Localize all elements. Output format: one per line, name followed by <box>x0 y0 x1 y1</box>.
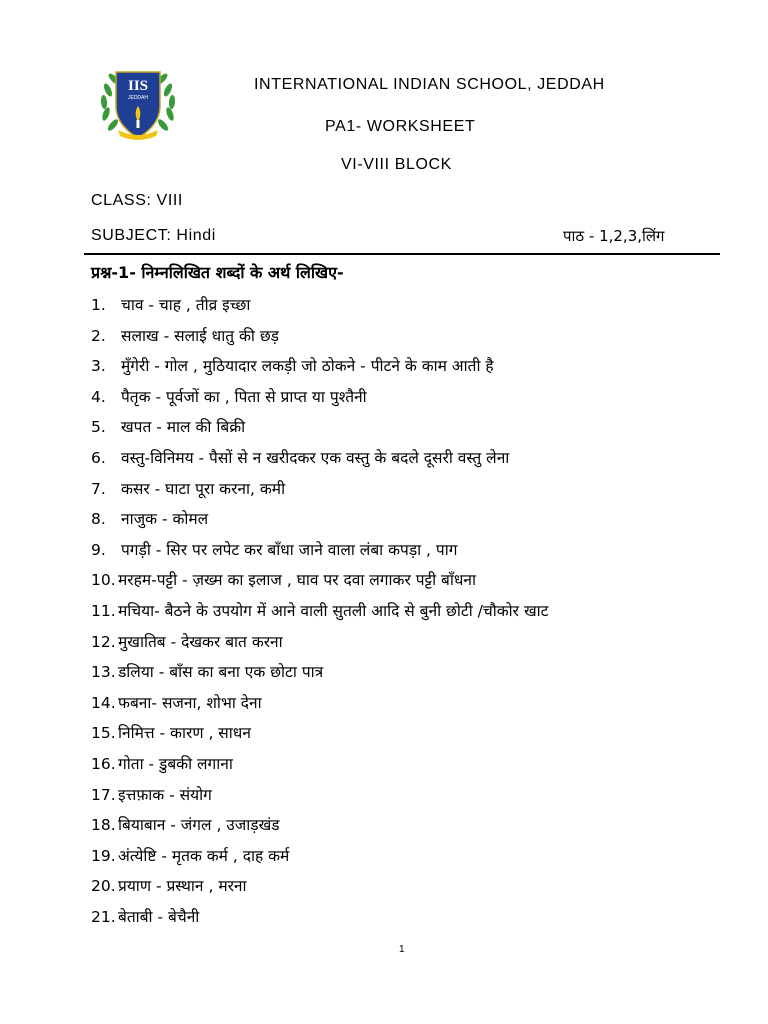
list-item <box>91 813 548 844</box>
item-text: पगड़ी - सिर पर लपेट कर बाँधा जाने वाला लंबा कपड़ा , पाग <box>121 540 458 559</box>
item-number: 18. <box>91 816 116 835</box>
item-number: 2. <box>91 326 106 345</box>
item-number: 19. <box>91 846 116 865</box>
item-text: वस्तु-विनिमय - पैसों से न खरीदकर एक वस्तु के बदले दूसरी वस्तु लेना <box>121 448 510 467</box>
list-item <box>91 446 548 477</box>
item-number: 1. <box>91 296 106 314</box>
item-text: इत्तफ़ाक - संयोग <box>118 785 212 804</box>
item-text: सलाख - सलाई धातु की छड़ <box>121 326 279 345</box>
list-item <box>91 752 548 783</box>
item-number: 14. <box>91 693 116 712</box>
item-text: मुखातिब - देखकर बात करना <box>118 632 283 651</box>
worksheet-title: PA1- WORKSHEET <box>325 118 476 135</box>
item-text: पैतृक - पूर्वजों का , पिता से प्राप्त या पुश्तैनी <box>121 387 367 406</box>
item-number: 9. <box>91 540 106 559</box>
school-name: INTERNATIONAL INDIAN SCHOOL, JEDDAH <box>254 76 605 93</box>
class-label: CLASS: VIII <box>91 192 183 209</box>
subject-label: SUBJECT: Hindi <box>91 227 216 244</box>
item-text: बियाबान - जंगल , उजाड़खंड <box>118 816 280 835</box>
item-text: फबना- सजना, शोभा देना <box>118 693 262 712</box>
item-number: 15. <box>91 724 116 743</box>
item-number: 12. <box>91 632 116 651</box>
list-item <box>91 415 548 446</box>
school-logo <box>96 60 180 144</box>
lesson-label: पाठ - 1,2,3,लिंग <box>563 227 665 245</box>
list-item <box>91 293 548 324</box>
item-number: 5. <box>91 418 106 437</box>
item-text: मरहम-पट्टी - ज़ख्म का इलाज , घाव पर दवा लगाकर पट्टी बाँधना <box>118 571 477 590</box>
list-item <box>91 721 548 752</box>
header-divider <box>84 253 720 255</box>
list-item <box>91 507 548 538</box>
list-item <box>91 660 548 691</box>
logo-city: JEDDAH <box>127 95 149 101</box>
item-number: 20. <box>91 877 116 896</box>
item-number: 16. <box>91 754 116 773</box>
item-number: 6. <box>91 448 106 467</box>
list-item <box>91 477 548 508</box>
list-item <box>91 599 548 630</box>
block-title: VI-VIII BLOCK <box>341 156 452 173</box>
item-number: 17. <box>91 785 116 804</box>
question-heading: प्रश्न-1- निम्नलिखित शब्दों के अर्थ लिखिए- <box>91 263 344 282</box>
list-item <box>91 844 548 875</box>
answer-list <box>91 293 548 935</box>
item-number: 10. <box>91 571 116 590</box>
item-number: 3. <box>91 357 106 376</box>
item-text: निमित्त - कारण , साधन <box>118 724 251 743</box>
item-number: 8. <box>91 510 106 529</box>
list-item <box>91 630 548 661</box>
list-item <box>91 324 548 355</box>
item-number: 21. <box>91 907 116 926</box>
list-item <box>91 538 548 569</box>
item-text: गोता - डुबकी लगाना <box>118 754 233 773</box>
item-number: 13. <box>91 663 116 682</box>
item-number: 11. <box>91 601 116 620</box>
item-text: नाजुक - कोमल <box>121 510 209 529</box>
list-item <box>91 385 548 416</box>
logo-initials: IIS <box>127 78 149 94</box>
item-text: कसर - घाटा पूरा करना, कमी <box>121 479 286 498</box>
page-number: 1 <box>399 944 405 955</box>
list-item <box>91 691 548 722</box>
item-text: अंत्येष्टि - मृतक कर्म , दाह कर्म <box>118 846 290 865</box>
list-item <box>91 568 548 599</box>
item-text: खपत - माल की बिक्री <box>121 418 246 437</box>
item-number: 7. <box>91 479 106 498</box>
item-text: मुँगेरी - गोल , मुठियादार लकड़ी जो ठोकने - पीटने के काम आती है <box>121 357 494 376</box>
list-item <box>91 783 548 814</box>
item-text: चाव - चाह , तीव्र इच्छा <box>121 296 251 314</box>
list-item <box>91 354 548 385</box>
list-item <box>91 874 548 905</box>
item-text: मचिया- बैठने के उपयोग में आने वाली सुतली आदि से बुनी छोटी /चौकोर खाट <box>118 601 549 620</box>
list-item <box>91 905 548 936</box>
item-text: डलिया - बाँस का बना एक छोटा पात्र <box>118 663 324 682</box>
item-text: बेताबी - बेचैनी <box>118 907 200 926</box>
item-number: 4. <box>91 387 106 406</box>
item-text: प्रयाण - प्रस्थान , मरना <box>118 877 247 896</box>
